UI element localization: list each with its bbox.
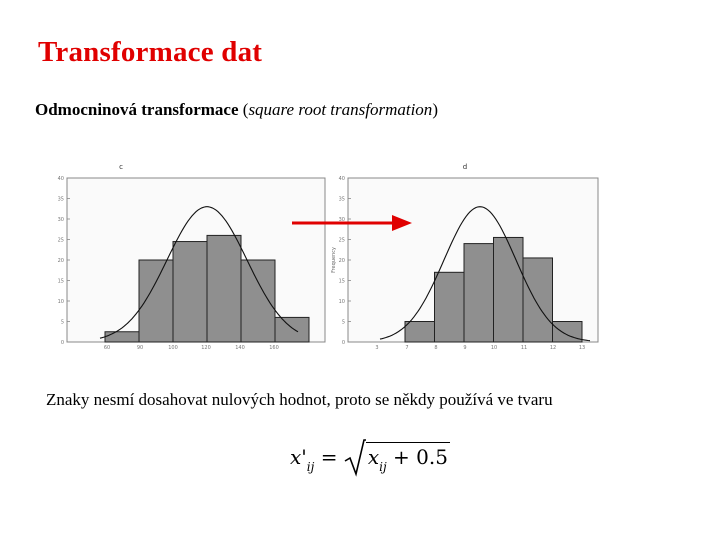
x-tick-label: 90	[136, 345, 144, 351]
formula-lhs-subscript: ij	[306, 460, 315, 474]
y-tick-label: 25	[338, 237, 345, 244]
histogram-bar	[405, 322, 435, 343]
histogram-bar	[523, 258, 553, 342]
y-tick-label: 40	[338, 176, 345, 182]
histogram-panel-d	[331, 163, 598, 351]
x-tick-label: 9	[463, 345, 467, 351]
x-tick-label: 160	[269, 345, 279, 351]
y-tick-label: 35	[57, 196, 64, 203]
formula-constant: 0.5	[416, 445, 448, 469]
subtitle-bold: Odmocninová transformace	[35, 100, 239, 119]
y-tick-label: 5	[341, 319, 345, 326]
x-tick-label: 11	[520, 345, 528, 351]
y-tick-label: 20	[57, 258, 64, 264]
y-tick-label: 15	[57, 278, 64, 285]
y-tick-label: 10	[57, 299, 64, 305]
x-tick-label: 10	[490, 345, 498, 351]
slide-title: Transformace dat	[38, 36, 263, 68]
x-tick-label: 140	[235, 345, 245, 351]
x-tick-label: 8	[434, 345, 438, 351]
histogram-panel-c	[58, 163, 325, 351]
formula-plus: +	[393, 445, 410, 469]
y-tick-label: 30	[57, 217, 64, 223]
histogram-bar	[435, 272, 465, 342]
histogram-bar	[494, 237, 524, 342]
y-tick-label: 15	[338, 278, 345, 285]
panel-title: c	[119, 163, 123, 171]
x-tick-label: 12	[549, 345, 557, 351]
subtitle-italic: square root transformation	[248, 100, 433, 119]
y-tick-label: 0	[60, 340, 64, 346]
x-tick-label: 7	[405, 345, 409, 351]
note-text: Znaky nesmí dosahovat nulových hodnot, proto se někdy používá ve tvaru	[46, 390, 553, 409]
subtitle-paren-open: (	[238, 100, 249, 119]
y-tick-label: 25	[57, 237, 64, 244]
y-axis-label: Frequency	[331, 247, 337, 273]
square-root-formula	[290, 445, 450, 485]
x-tick-label: 3	[375, 345, 379, 351]
y-tick-label: 0	[341, 340, 345, 346]
histogram-bar	[173, 242, 207, 342]
y-tick-label: 30	[338, 217, 345, 223]
formula-radicand	[366, 442, 450, 474]
formula-equals: =	[320, 445, 338, 469]
x-tick-label: 120	[201, 345, 211, 351]
histogram-bar	[207, 235, 241, 342]
subtitle-paren-close: )	[432, 100, 438, 119]
x-tick-label: 60	[103, 345, 111, 351]
y-tick-label: 20	[338, 258, 345, 264]
radical-sign-icon	[344, 437, 366, 477]
y-tick-label: 10	[338, 299, 345, 305]
y-tick-label: 5	[60, 319, 64, 326]
histogram-bar	[105, 332, 139, 342]
x-tick-label: 13	[578, 345, 586, 351]
histogram-bar	[139, 260, 173, 342]
formula-radical	[344, 445, 450, 474]
panel-title: d	[462, 163, 468, 171]
x-tick-label: 100	[168, 345, 178, 351]
histogram-bar	[464, 244, 494, 342]
histogram-bar	[241, 260, 275, 342]
formula-var-subscript: ij	[379, 460, 387, 474]
y-tick-label: 35	[338, 196, 345, 203]
formula-lhs: x'	[290, 445, 307, 469]
histogram-bar	[275, 317, 309, 342]
y-tick-label: 40	[57, 176, 64, 182]
formula-var: x	[367, 445, 380, 469]
